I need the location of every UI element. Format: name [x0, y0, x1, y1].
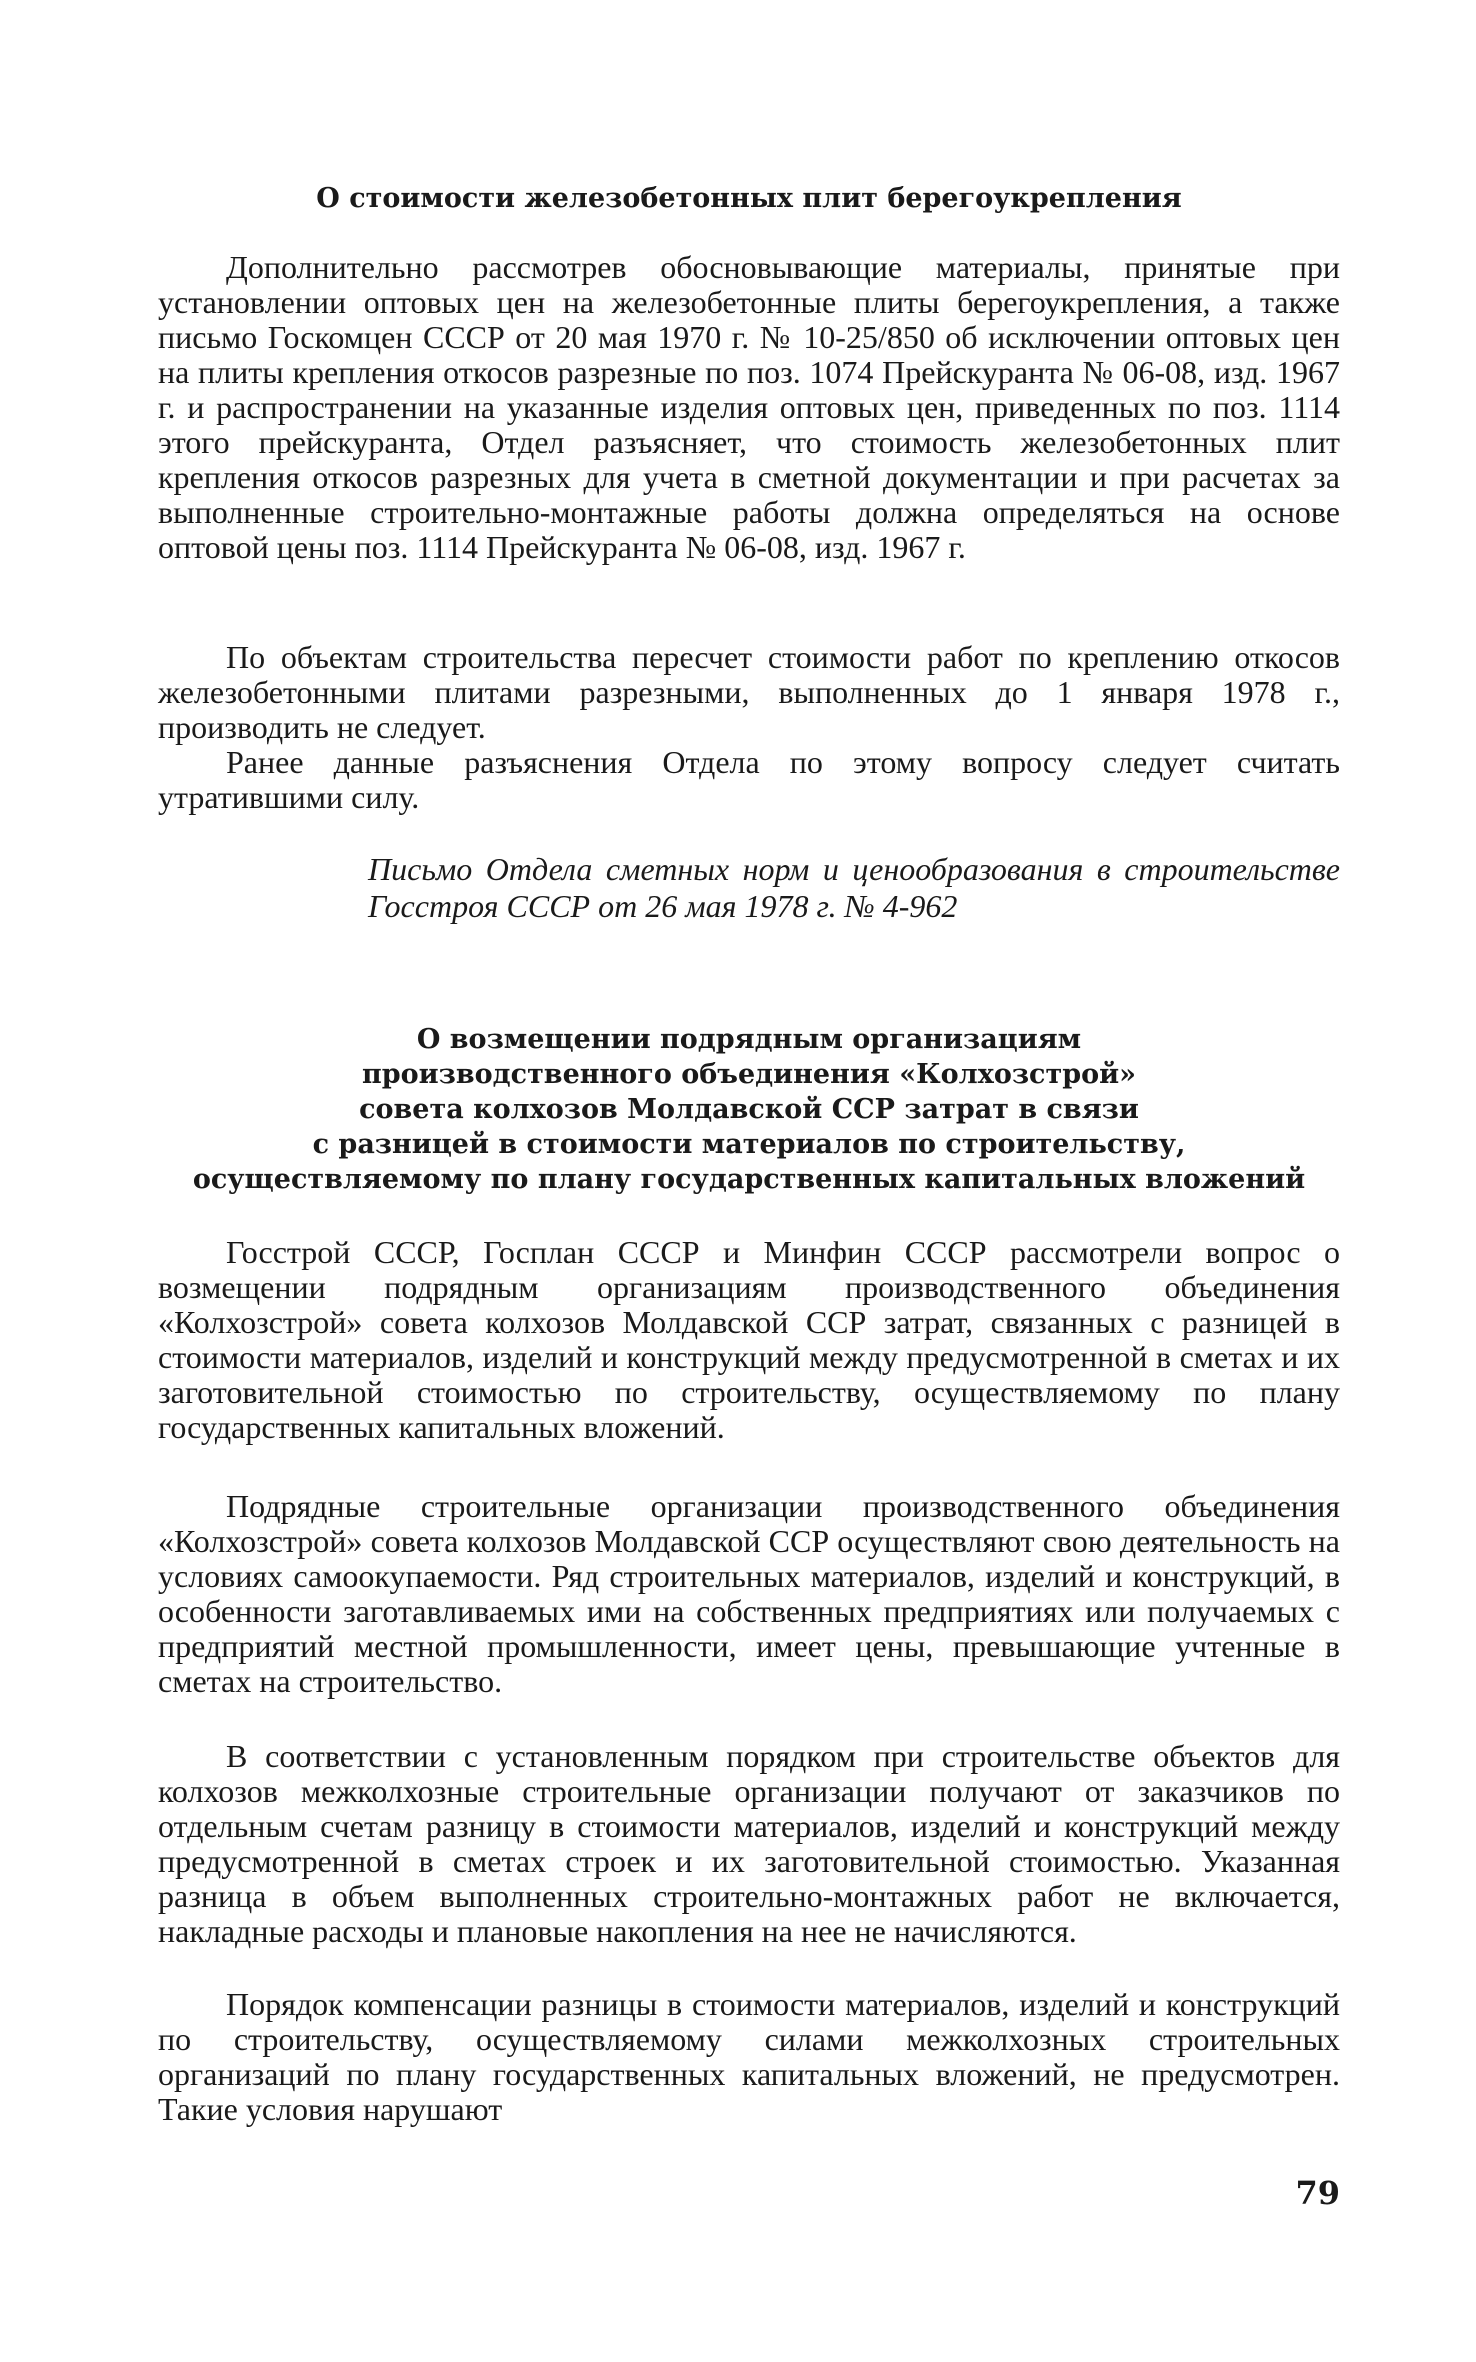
section-2-paragraph-2: Подрядные строительные организации производственного объединения «Колхозстрой» совета колхозов Молдавской ССР осуществляют свою деятельность на условиях самоокупаемости. Ряд строительных материалов, изделий и конструкций, в особенности заготавливаемых ими на собственных предприятиях или получаемых с предприятий местной промышленности, имеет цены, превышающие учтенные в сметах на строительство.: [158, 1488, 1340, 1699]
section-1-source-reference: Письмо Отдела сметных норм и ценообразования в строительстве Госстроя СССР от 26 мая 1978 г. № 4-962: [368, 851, 1340, 924]
section-2-title-line-4: с разницей в стоимости материалов по строительству,: [312, 1129, 1186, 1160]
section-1-title: О стоимости железобетонных плит берегоукрепления: [316, 183, 1182, 214]
document-page: [158, 0, 1340, 2362]
section-1-paragraph-1: Дополнительно рассмотрев обосновывающие материалы, принятые при установлении оптовых цен на железобетонные плиты берегоукрепления, а также письмо Госкомцен СССР от 20 мая 1970 г. № 10-25/850 об исключении оптовых цен на плиты крепления откосов разрезные по поз. 1074 Прейскуранта № 06-08, изд. 1967 г. и распространении на указанные изделия оптовых цен, приведенных по поз. 1114 этого прейскуранта, Отдел разъясняет, что стоимость железобетонных плит крепления откосов разрезных для учета в сметной документации и при расчетах за выполненные строительно-монтажные работы должна определяться на основе оптовой цены поз. 1114 Прейскуранта № 06-08, изд. 1967 г.: [158, 249, 1340, 565]
section-2-paragraph-3: В соответствии с установленным порядком при строительстве объектов для колхозов межколхозные строительные организации получают от заказчиков по отдельным счетам разницу в стоимости материалов, изделий и конструкций между предусмотренной в сметах строек и их заготовительной стоимостью. Указанная разница в объем выполненных строительно-монтажных работ не включается, накладные расходы и плановые накопления на нее не начисляются.: [158, 1738, 1340, 1949]
section-1-paragraph-2: По объектам строительства пересчет стоимости работ по креплению откосов железобетонными плитами разрезными, выполненных до 1 января 1978 г., производить не следует.: [158, 639, 1340, 745]
section-1-paragraph-3: Ранее данные разъяснения Отдела по этому вопросу следует считать утратившими силу.: [158, 744, 1340, 815]
section-2-title-line-2: производственного объединения «Колхозстрой»: [361, 1059, 1137, 1090]
page-number: 79: [1295, 2174, 1340, 2212]
section-2-paragraph-1: Госстрой СССР, Госплан СССР и Минфин СССР рассмотрели вопрос о возмещении подрядным организациям производственного объединения «Колхозстрой» совета колхозов Молдавской ССР затрат, связанных с разницей в стоимости материалов, изделий и конструкций между предусмотренной в сметах и их заготовительной стоимостью по строительству, осуществляемому по плану государственных капитальных вложений.: [158, 1234, 1340, 1445]
section-2-title-line-5: осуществляемому по плану государственных капитальных вложений: [192, 1164, 1306, 1195]
section-2-paragraph-4: Порядок компенсации разницы в стоимости материалов, изделий и конструкций по строительству, осуществляемому силами межколхозных строительных организаций по плану государственных капитальных вложений, не предусмотрен. Такие условия нарушают: [158, 1986, 1340, 2127]
section-2-title: [158, 1022, 1340, 1197]
section-2-title-line-1: О возмещении подрядным организациям: [416, 1024, 1082, 1055]
section-2-title-line-3: совета колхозов Молдавской ССР затрат в связи: [359, 1094, 1139, 1125]
